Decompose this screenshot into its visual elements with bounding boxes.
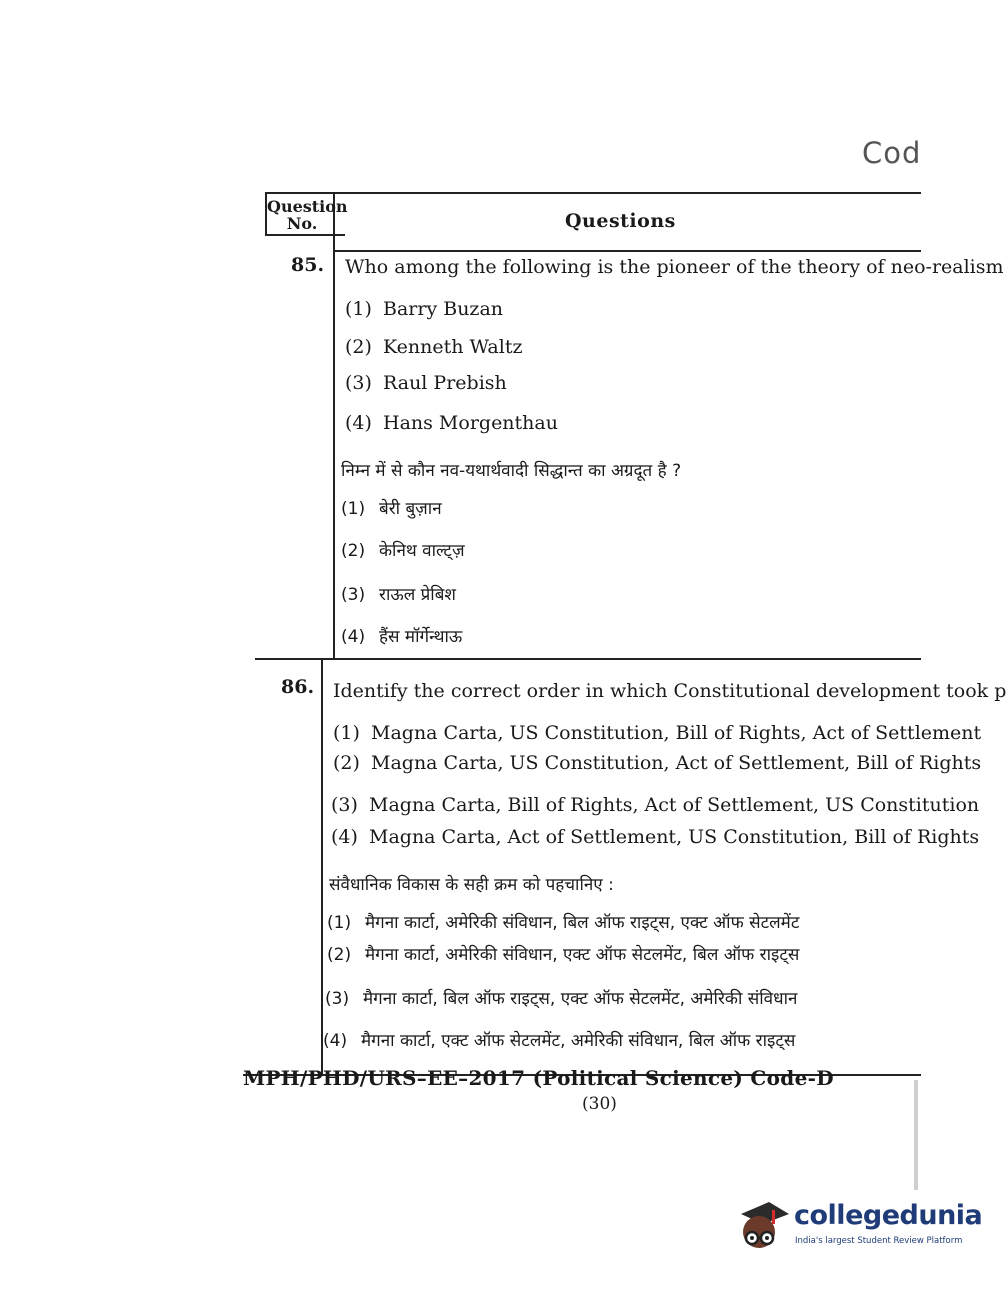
option-hi: (2) केनिथ वाल्ट्ज़ bbox=[341, 541, 465, 561]
page-number: (30) bbox=[582, 1094, 617, 1114]
option-hi: (1) बेरी बुज़ान bbox=[341, 499, 442, 519]
option-hi: (3) राऊल प्रेबिश bbox=[341, 585, 456, 605]
table-top-rule bbox=[265, 192, 921, 194]
student-mascot-icon bbox=[735, 1196, 793, 1258]
collegedunia-logo[interactable] bbox=[735, 1196, 983, 1258]
option-en: (3) Raul Prebish bbox=[345, 372, 507, 394]
column-divider-1 bbox=[333, 192, 335, 658]
logo-wordmark: collegedunia bbox=[794, 1200, 983, 1231]
column-divider-2 bbox=[321, 658, 323, 1076]
question-text-en: Who among the following is the pioneer of the theory of neo-realism bbox=[345, 256, 1004, 278]
question-text-en: Identify the correct order in which Constitutional development took p bbox=[333, 680, 1006, 702]
option-hi: (2) मैगना कार्टा, अमेरिकी संविधान, एक्ट ऑफ सेटलमेंट, बिल ऑफ राइट्स bbox=[327, 945, 800, 965]
header-bottom-rule-right bbox=[335, 250, 921, 252]
option-hi: (1) मैगना कार्टा, अमेरिकी संविधान, बिल ऑफ राइट्स, एक्ट ऑफ सेटलमेंट bbox=[327, 913, 800, 933]
option-hi: (4) मैगना कार्टा, एक्ट ऑफ सेटलमेंट, अमेरिकी संविधान, बिल ऑफ राइट्स bbox=[323, 1031, 796, 1051]
option-en: (3) Magna Carta, Bill of Rights, Act of Settlement, US Constitution bbox=[331, 794, 980, 816]
header-question-no: Question No. bbox=[267, 197, 348, 233]
question-number: 85. bbox=[291, 254, 325, 276]
corner-code: Cod bbox=[862, 136, 922, 170]
row-divider bbox=[255, 658, 921, 660]
option-en: (2) Kenneth Waltz bbox=[345, 336, 523, 358]
scan-margin-mark bbox=[914, 1080, 918, 1190]
option-en: (4) Magna Carta, Act of Settlement, US Constitution, Bill of Rights bbox=[331, 826, 980, 848]
logo-tagline: India's largest Student Review Platform bbox=[795, 1236, 963, 1246]
question-table bbox=[255, 192, 1006, 1076]
question-text-hi: संवैधानिक विकास के सही क्रम को पहचानिए : bbox=[329, 875, 614, 895]
option-en: (1) Magna Carta, US Constitution, Bill of Rights, Act of Settlement bbox=[333, 722, 982, 744]
option-en: (1) Barry Buzan bbox=[345, 298, 504, 320]
option-hi: (4) हैंस मॉर्गेन्थाऊ bbox=[341, 627, 463, 647]
header-questions: Questions bbox=[565, 210, 676, 232]
exam-code-footer: MPH/PHD/URS–EE–2017 (Political Science) Code-D bbox=[243, 1066, 834, 1090]
question-text-hi: निम्न में से कौन नव-यथार्थवादी सिद्धान्त का अग्रदूत है ? bbox=[341, 461, 682, 481]
option-en: (4) Hans Morgenthau bbox=[345, 412, 558, 434]
option-en: (2) Magna Carta, US Constitution, Act of Settlement, Bill of Rights bbox=[333, 752, 982, 774]
question-number: 86. bbox=[281, 676, 315, 698]
option-hi: (3) मैगना कार्टा, बिल ऑफ राइट्स, एक्ट ऑफ सेटलमेंट, अमेरिकी संविधान bbox=[325, 989, 798, 1009]
